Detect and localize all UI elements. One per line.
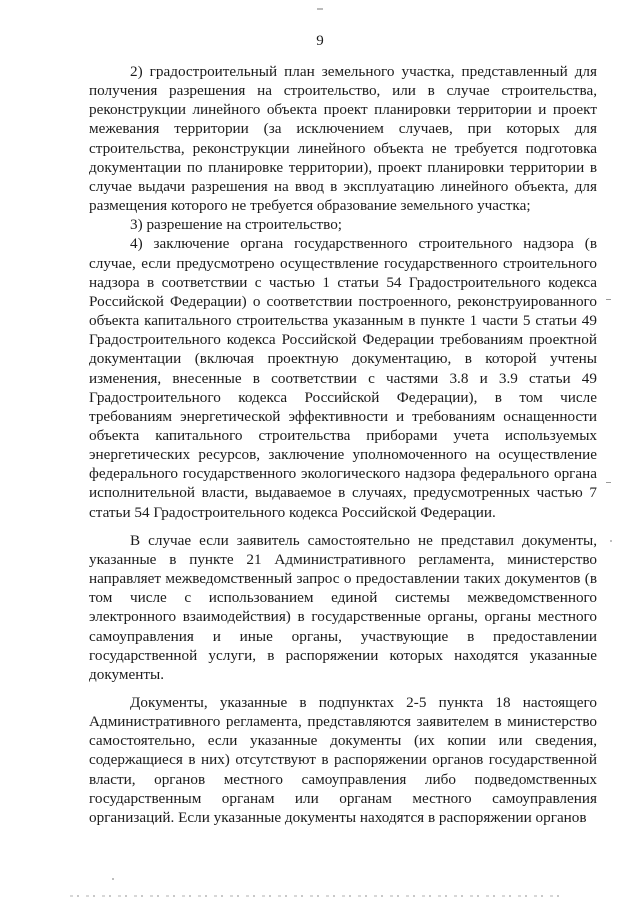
paragraph-item-3: 3) разрешение на строительство; xyxy=(130,216,343,234)
scan-artifact-margin xyxy=(606,482,611,483)
scan-artifact-bottom xyxy=(70,895,560,897)
scan-artifact-top xyxy=(317,8,323,10)
paragraph-item-2: 2) градостроительный план земельного участка, представленный для получения разрешения на строительство, или в случае строительства, реконструкции линейного объекта проект планировки территории и проект межевания территории (за исключением случаев, при которых для строительства, реконструкции линейного объекта не требуется подготовка документации по планировке территории), проект планировки территории в случае выдачи разрешения на ввод в эксплуатацию линейного объекта, для размещения которого не требуется образование земельного участка; xyxy=(89,63,597,215)
scan-artifact-speck xyxy=(112,878,114,880)
paragraph-missing-documents: В случае если заявитель самостоятельно не представил документы, указанные в пункте 21 Административного регламента, министерство направляет межведомственный запрос о предоставлении таких документов (в том числе с использованием единой системы межведомственного электронного взаимодействия) в государственные органы, органы местного самоуправления и иные органы, участвующие в предоставлении государственной услуги, в распоряжении которых находятся указанные документы. xyxy=(89,531,597,683)
scan-artifact-margin xyxy=(606,299,611,300)
paragraph-item-4: 4) заключение органа государственного строительного надзора (в случае, если предусмотрено осуществление государственного строительного надзора в соответствии с частью 1 статьи 54 Градостроительного кодекса Российской Федерации) о соответствии построенного, реконструированного объекта капитального строительства указанным в пункте 1 части 5 статьи 49 Градостроительного кодекса Российской Федерации требованиям проектной документации (включая проектную документацию, в которой учтены изменения, внесенные в соответствии с частями 3.8 и 3.9 статьи 49 Градостроительного кодекса Российской Федерации), в том числе требованиям энергетической эффективности и требованиям оснащенности объекта капитального строительства приборами учета используемых энергетических ресурсов, заключение уполномоченного на осуществление федерального государственного экологического надзора федерального органа исполнительной власти, выдаваемое в случаях, предусмотренных частью 7 статьи 54 Градостроительного кодекса Российской Федерации. xyxy=(89,235,597,521)
page-number: 9 xyxy=(316,33,324,49)
document-body xyxy=(89,62,597,827)
paragraph-documents-subitems: Документы, указанные в подпунктах 2-5 пункта 18 настоящего Административного регламента, представляются заявителем в министерство самостоятельно, если указанные документы (их копии или сведения, содержащиеся в них) отсутствуют в распоряжении органов государственной власти, органов местного самоуправления либо подведомственных государственным органам или органам местного самоуправления организаций. Если указанные документы находятся в распоряжении органов xyxy=(89,694,597,826)
scan-artifact-speck xyxy=(610,540,612,542)
